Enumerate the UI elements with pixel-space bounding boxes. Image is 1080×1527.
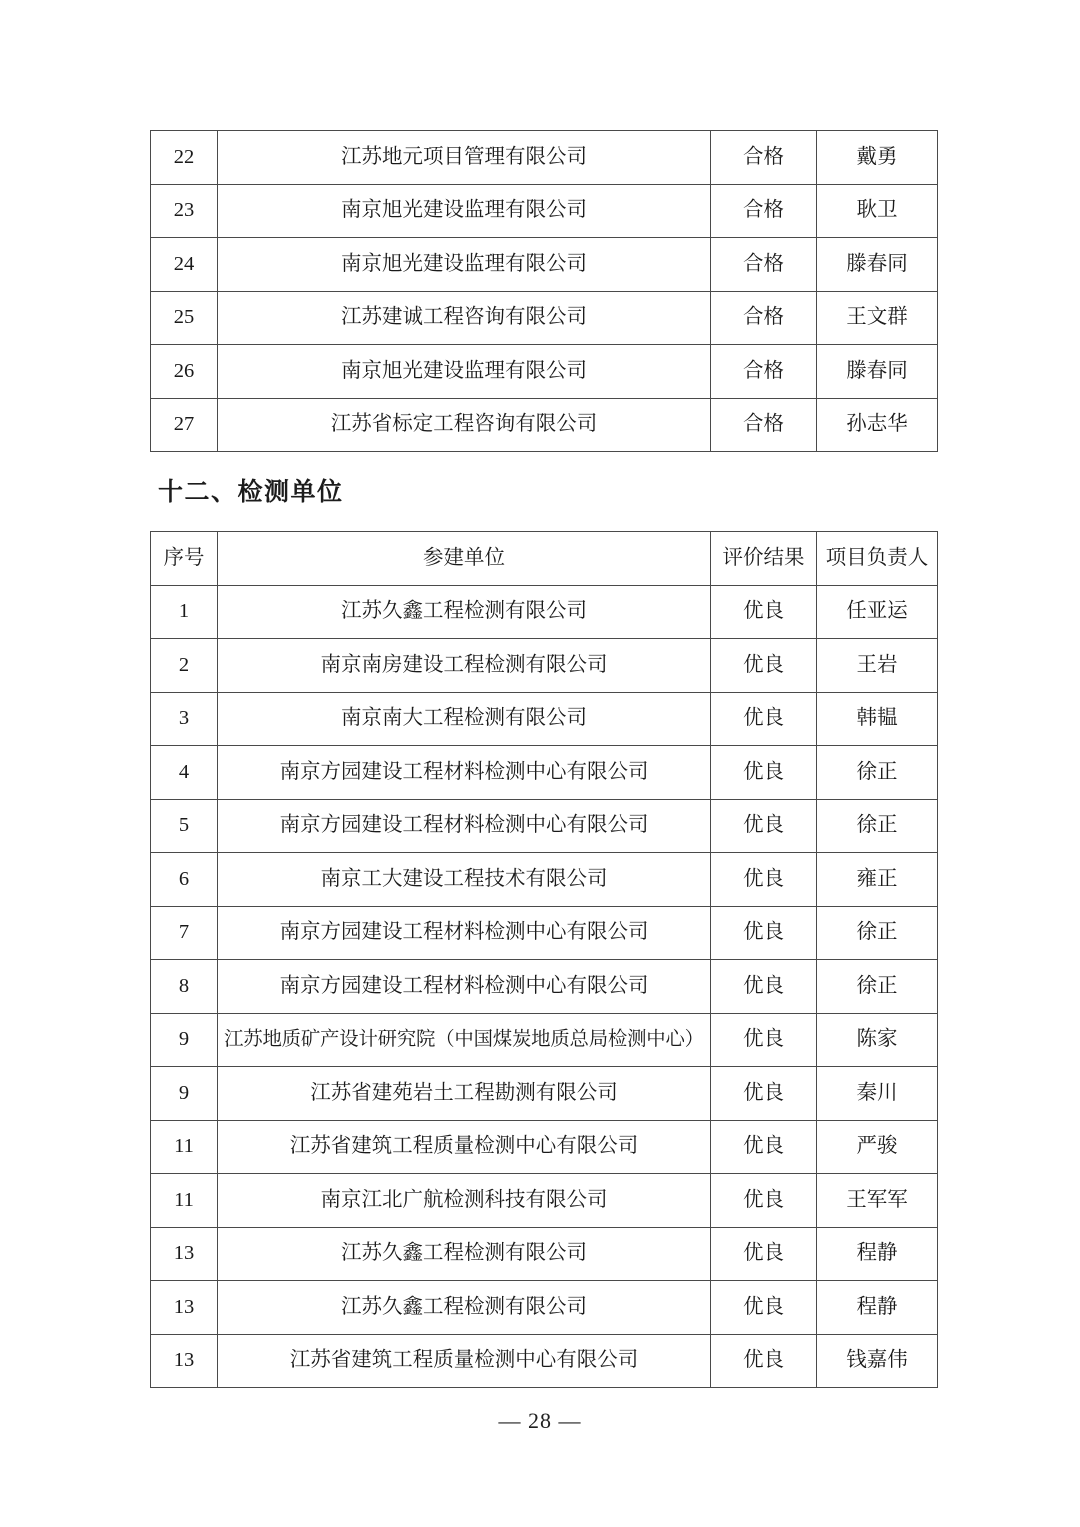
cell-index: 13 — [151, 1281, 218, 1335]
cell-unit: 南京南大工程检测有限公司 — [218, 692, 711, 746]
column-header-result: 评价结果 — [711, 532, 817, 586]
table-row — [151, 131, 938, 185]
table-row — [151, 960, 938, 1014]
testing-units-table — [150, 531, 938, 1388]
table-row — [151, 1334, 938, 1388]
cell-manager: 程静 — [817, 1227, 938, 1281]
table-row — [151, 853, 938, 907]
cell-manager: 王军军 — [817, 1174, 938, 1228]
cell-index: 2 — [151, 639, 218, 693]
cell-index: 6 — [151, 853, 218, 907]
cell-index: 11 — [151, 1120, 218, 1174]
cell-result: 合格 — [711, 131, 817, 185]
cell-result: 优良 — [711, 853, 817, 907]
table-row — [151, 238, 938, 292]
table-row — [151, 1227, 938, 1281]
supervision-units-table — [150, 130, 938, 452]
cell-unit: 江苏久鑫工程检测有限公司 — [218, 585, 711, 639]
cell-result: 优良 — [711, 1120, 817, 1174]
cell-result: 优良 — [711, 906, 817, 960]
table-row — [151, 639, 938, 693]
cell-result: 优良 — [711, 799, 817, 853]
cell-index: 5 — [151, 799, 218, 853]
cell-unit: 南京方园建设工程材料检测中心有限公司 — [218, 799, 711, 853]
cell-result: 合格 — [711, 398, 817, 452]
cell-result: 优良 — [711, 1281, 817, 1335]
cell-manager: 滕春同 — [817, 345, 938, 399]
table-row — [151, 1174, 938, 1228]
cell-manager: 王岩 — [817, 639, 938, 693]
cell-result: 优良 — [711, 1174, 817, 1228]
cell-unit: 江苏省建筑工程质量检测中心有限公司 — [218, 1334, 711, 1388]
column-header-unit: 参建单位 — [218, 532, 711, 586]
supervision-table-container — [150, 130, 933, 452]
table-row — [151, 184, 938, 238]
cell-index: 13 — [151, 1334, 218, 1388]
cell-unit: 江苏省标定工程咨询有限公司 — [218, 398, 711, 452]
cell-unit: 江苏地质矿产设计研究院（中国煤炭地质总局检测中心） — [218, 1013, 711, 1067]
table-row — [151, 291, 938, 345]
supervision-table-body — [151, 131, 938, 452]
cell-manager: 戴勇 — [817, 131, 938, 185]
cell-index: 26 — [151, 345, 218, 399]
section-heading-testing-units: 十二、检测单位 — [158, 478, 344, 506]
cell-index: 3 — [151, 692, 218, 746]
table-row — [151, 746, 938, 800]
cell-unit: 南京旭光建设监理有限公司 — [218, 238, 711, 292]
cell-unit: 南京方园建设工程材料检测中心有限公司 — [218, 906, 711, 960]
cell-unit: 南京旭光建设监理有限公司 — [218, 345, 711, 399]
cell-index: 9 — [151, 1067, 218, 1121]
column-header-index: 序号 — [151, 532, 218, 586]
cell-result: 优良 — [711, 1013, 817, 1067]
cell-result: 优良 — [711, 1227, 817, 1281]
table-row — [151, 1067, 938, 1121]
cell-result: 优良 — [711, 639, 817, 693]
cell-unit: 南京旭光建设监理有限公司 — [218, 184, 711, 238]
table-row — [151, 585, 938, 639]
table-row — [151, 1013, 938, 1067]
testing-table-header — [151, 532, 938, 586]
cell-result: 优良 — [711, 1067, 817, 1121]
cell-unit: 南京南房建设工程检测有限公司 — [218, 639, 711, 693]
cell-unit: 江苏省建筑工程质量检测中心有限公司 — [218, 1120, 711, 1174]
table-header-row — [151, 532, 938, 586]
cell-result: 合格 — [711, 291, 817, 345]
cell-result: 合格 — [711, 184, 817, 238]
table-row — [151, 398, 938, 452]
cell-manager: 王文群 — [817, 291, 938, 345]
cell-unit: 江苏建诚工程咨询有限公司 — [218, 291, 711, 345]
page-number-footer: — 28 — — [498, 1408, 582, 1433]
cell-unit: 南京江北广航检测科技有限公司 — [218, 1174, 711, 1228]
cell-manager: 任亚运 — [817, 585, 938, 639]
cell-index: 9 — [151, 1013, 218, 1067]
cell-index: 13 — [151, 1227, 218, 1281]
table-row — [151, 906, 938, 960]
cell-manager: 徐正 — [817, 746, 938, 800]
cell-index: 7 — [151, 906, 218, 960]
cell-manager: 徐正 — [817, 799, 938, 853]
cell-manager: 韩韫 — [817, 692, 938, 746]
cell-index: 4 — [151, 746, 218, 800]
testing-table-container — [150, 531, 933, 1388]
cell-manager: 徐正 — [817, 960, 938, 1014]
cell-unit: 江苏地元项目管理有限公司 — [218, 131, 711, 185]
cell-result: 合格 — [711, 238, 817, 292]
cell-result: 优良 — [711, 746, 817, 800]
cell-index: 8 — [151, 960, 218, 1014]
cell-manager: 徐正 — [817, 906, 938, 960]
cell-unit: 南京工大建设工程技术有限公司 — [218, 853, 711, 907]
table-row — [151, 1120, 938, 1174]
cell-unit: 江苏久鑫工程检测有限公司 — [218, 1281, 711, 1335]
cell-manager: 耿卫 — [817, 184, 938, 238]
cell-manager: 滕春同 — [817, 238, 938, 292]
table-row — [151, 692, 938, 746]
cell-index: 22 — [151, 131, 218, 185]
cell-index: 24 — [151, 238, 218, 292]
cell-index: 27 — [151, 398, 218, 452]
table-row — [151, 345, 938, 399]
cell-result: 合格 — [711, 345, 817, 399]
cell-manager: 孙志华 — [817, 398, 938, 452]
cell-unit: 江苏省建苑岩土工程勘测有限公司 — [218, 1067, 711, 1121]
cell-result: 优良 — [711, 960, 817, 1014]
cell-result: 优良 — [711, 585, 817, 639]
cell-unit: 南京方园建设工程材料检测中心有限公司 — [218, 746, 711, 800]
table-row — [151, 799, 938, 853]
cell-index: 11 — [151, 1174, 218, 1228]
cell-manager: 秦川 — [817, 1067, 938, 1121]
cell-manager: 程静 — [817, 1281, 938, 1335]
cell-manager: 陈家 — [817, 1013, 938, 1067]
cell-unit: 江苏久鑫工程检测有限公司 — [218, 1227, 711, 1281]
cell-unit: 南京方园建设工程材料检测中心有限公司 — [218, 960, 711, 1014]
column-header-manager: 项目负责人 — [817, 532, 938, 586]
cell-manager: 雍正 — [817, 853, 938, 907]
cell-manager: 严骏 — [817, 1120, 938, 1174]
cell-index: 1 — [151, 585, 218, 639]
cell-result: 优良 — [711, 692, 817, 746]
cell-result: 优良 — [711, 1334, 817, 1388]
cell-index: 23 — [151, 184, 218, 238]
table-row — [151, 1281, 938, 1335]
testing-table-body — [151, 585, 938, 1388]
cell-manager: 钱嘉伟 — [817, 1334, 938, 1388]
cell-index: 25 — [151, 291, 218, 345]
